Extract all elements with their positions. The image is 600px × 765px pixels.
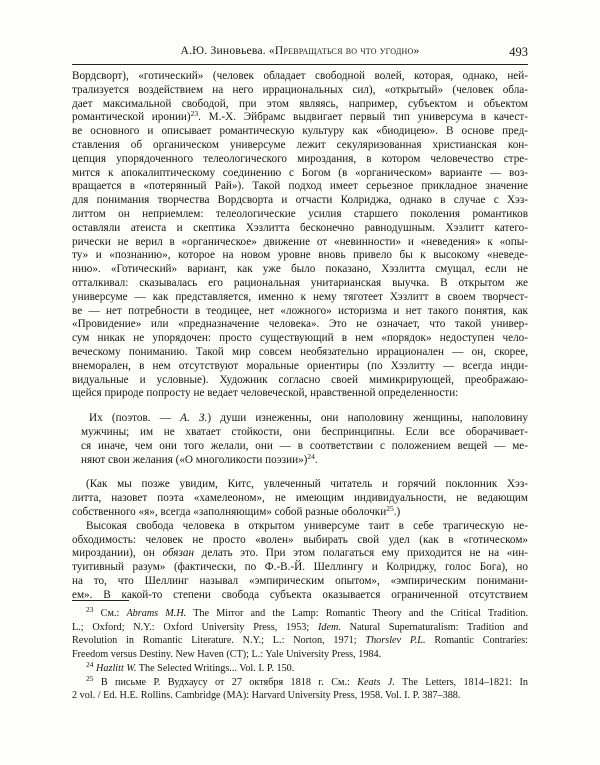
text-segment: цепция упорядоченного телеологического мироздания, в котором человечество стре- (72, 152, 528, 165)
footnote-marker: 24 (86, 659, 94, 669)
text-segment: В письме Р. Вудхаусу от 27 октября 1818 г. См.: (93, 676, 358, 688)
page-header (72, 44, 528, 65)
text-segment: The Selected Writings... Vol. I. P. 150. (136, 662, 295, 674)
text-line (72, 249, 528, 263)
body-text (72, 70, 528, 602)
text-segment: для понимания творчества Вордсворта и отчасти Колриджа, однако в случае с Хэз- (72, 194, 528, 207)
text-segment: мужчины; им не хватает стойкости, они беспринципны. Если все оборачивает- (81, 425, 528, 438)
text-line (72, 503, 528, 520)
text-segment: ту» и «познанию», которое на новом уровне вновь привело бы к высокому «неведе- (72, 249, 528, 262)
text-segment: ве основного и описывает романтическую культуру как «биодицею». В основе пред- (72, 125, 528, 138)
text-line (81, 426, 528, 440)
text-line (72, 374, 528, 388)
text-segment: сум никак не упорядочен: просто существующий в нем «порядок» недоступен чело- (72, 332, 528, 345)
text-line (72, 318, 528, 332)
text-segment: на то, что Шеллинг называл «эмпирическим опытом», «эмпирическим понимани- (72, 574, 528, 587)
emphasis-text: А. З. (180, 412, 208, 425)
text-segment: Высокая свобода человека в открытом универсуме таит в себе трагическую не- (86, 519, 528, 532)
footnote-marker: 24 (307, 451, 315, 461)
text-segment: литта, назовет поэта «хамелеоном», не имеющим индивидуальности, не ведающим (72, 492, 528, 505)
text-segment: «Провидение» или «предназначение человека». Это не означает, что такой универ- (72, 318, 528, 331)
text-line (72, 194, 528, 208)
text-segment: отталкивал: сказывалась его рациональная унитарианская выучка. В открытом же (72, 276, 528, 289)
text-segment: ве — нет потребности в теодицее, нет «ложного» историзма и нет такого понятия, как (72, 304, 528, 317)
text-segment: мится к апокалиптическому соединению с Богом (в «органическом» варианте — воз- (72, 166, 528, 179)
text-line (72, 387, 528, 401)
text-segment: делать это. При этом полагаться ему приходится не на «ин- (194, 547, 528, 560)
emphasis-text: Keats J. (357, 676, 395, 688)
text-segment: веческому пониманию. Такой мир совсем необязательно иррационален — он, скорее, (72, 345, 528, 358)
text-line (72, 98, 528, 112)
text-segment: Romantic Contraries: (425, 635, 528, 647)
footnote-block (72, 600, 528, 703)
text-segment: (Как мы позже увидим, Китс, увлеченный читатель и горячий поклонник Хэз- (86, 478, 528, 491)
text-line (72, 125, 528, 139)
text-segment: ем». В какой-то степени свобода субъекта оказывается ограниченной отсутствием (72, 588, 528, 601)
text-line (81, 412, 528, 426)
text-segment: Их (поэтов. — (89, 412, 181, 425)
text-line (81, 451, 528, 468)
text-line (72, 534, 528, 548)
text-line (72, 139, 528, 153)
text-segment: собственного «я», всегда «заполняющим» собой разные оболочки (72, 505, 387, 518)
text-segment: рически не верил в «органическое» движение от «невинности» и «неведения» к «опы- (72, 235, 528, 248)
text-line (72, 659, 528, 676)
running-title-author: А.Ю. Зиновьева. (180, 44, 269, 57)
footnote-marker: 25 (386, 503, 394, 513)
blockquote-hazlitt (81, 412, 528, 467)
text-line (72, 621, 528, 635)
text-segment: вращается в «потерянный Рай»). Такой подход имеет серьезное прикладное значение (72, 180, 528, 193)
footnote-24 (72, 659, 528, 676)
text-segment: мироздании), он (72, 547, 163, 560)
text-line (72, 492, 528, 506)
text-segment: Revolution in Romantic Literature. N.Y.; L.: Norton, 1971; (72, 635, 366, 647)
text-line (72, 561, 528, 575)
footnotes (72, 607, 528, 703)
text-segment: универсуме — как представляется, именно к нему тяготеет Хэзлитт в своем творчест- (72, 290, 528, 303)
text-segment: туитивный разум» (фактически, по Ф.-В.-Й. Шеллингу и Колриджу, голос Бога), но (72, 561, 528, 574)
text-segment: Вордсворт), «готический» (человек обладает свободной волей, которая, однако, ней- (72, 70, 528, 82)
text-line (72, 167, 528, 181)
footnote-marker: 23 (190, 109, 199, 119)
text-line (72, 291, 528, 305)
text-line (72, 277, 528, 291)
text-segment: оставляли атеиста и скептика Хэзлитта бесконечно равнодушным. Хэзлитт катего- (72, 221, 528, 234)
running-title (72, 44, 528, 57)
text-line (72, 360, 528, 374)
text-segment: литтом он неприемлем: телеологические усилия старшего поколения романтиков (72, 207, 528, 220)
emphasis-text: Abrams M.H. (126, 608, 187, 619)
text-segment: L.; Oxford; N.Y.: Oxford University Press, 1953; (72, 621, 318, 633)
footnote-23 (72, 607, 528, 662)
text-line (81, 440, 528, 454)
text-segment: внеморален, в нем отсутствуют моральные ориентиры (по Хэзлитту — всегда инди- (72, 359, 528, 372)
text-line (72, 111, 528, 125)
text-segment: The Letters, 1814–1821: In (394, 676, 528, 688)
emphasis-text: Idem. (317, 621, 341, 633)
text-line (72, 648, 528, 662)
text-segment: трализуется воздействием на него иррациональных сил), «открытый» (человек обла- (72, 83, 528, 96)
text-segment: нию». «Готический» вариант, как уже было показано, Хэзлитта смущал, если не (72, 263, 528, 276)
paragraph-freedom (72, 520, 528, 603)
text-line (72, 153, 528, 167)
text-line (72, 575, 528, 589)
footnote-25 (72, 673, 528, 703)
text-segment: Freedom versus Destiny. New Haven (CT); L.: Yale University Press, 1984. (72, 649, 382, 661)
text-line (72, 208, 528, 222)
text-line (72, 689, 528, 703)
text-line (72, 332, 528, 346)
text-segment: ) души изнеженны, они наполовину женщины, наполовину (207, 412, 528, 425)
emphasis-text: Hazlitt W. (96, 662, 137, 674)
text-line (72, 520, 528, 534)
text-line (72, 547, 528, 561)
text-line (72, 346, 528, 360)
text-segment: щейся природе попросту не ведает человеческой, нравственной определенности: (72, 387, 459, 400)
text-line (72, 634, 528, 648)
text-segment: . (314, 453, 318, 466)
text-line (72, 478, 528, 492)
paragraph-universums (72, 70, 528, 401)
emphasis-text: Thorslev P.L. (365, 635, 426, 647)
text-line (72, 305, 528, 319)
emphasis-text: обязан (162, 547, 195, 560)
text-segment: .) (393, 505, 401, 518)
text-line (72, 180, 528, 194)
text-line (72, 607, 528, 621)
text-segment: The Mirror and the Lamp: Romantic Theory and the Critical Tradition. (186, 608, 528, 619)
text-segment: См.: (93, 608, 127, 619)
text-segment: 2 vol. / Ed. H.E. Rollins. Cambridge (MA): Harvard University Press, 1958. Vol. I. P. 387–388. (72, 690, 461, 702)
text-segment: дает максимальной свободой, при этом являясь, например, субъектом и объектом (72, 97, 528, 110)
text-segment: романтической иронии) (72, 111, 191, 124)
footnote-marker: 25 (86, 673, 94, 683)
paragraph-keats (72, 478, 528, 519)
text-line (72, 673, 528, 690)
text-line (72, 84, 528, 98)
text-segment: ставления об органическом универсуме лежит секуляризованная христианская кон- (72, 138, 528, 151)
text-segment: няют свои желания («О многоликости поэзии») (81, 453, 308, 466)
text-segment: ся иначе, чем они того желали, они — в соответствии с положением вещей — ме- (81, 439, 528, 452)
text-segment: . М.-Х. Эйбрамс выдвигает первый тип универсума в качест- (198, 111, 528, 124)
text-segment: Natural Supernaturalism: Tradition and (340, 621, 528, 633)
page-number: 493 (509, 45, 528, 59)
text-line (72, 70, 528, 84)
text-line (72, 236, 528, 250)
footnote-marker: 23 (86, 605, 94, 614)
text-line (72, 222, 528, 236)
footnote-separator (72, 600, 129, 601)
running-title-text: «Превращаться во что угодно» (268, 44, 420, 57)
text-line (72, 263, 528, 277)
text-segment: обходимость: человек не просто «волен» выбирать свой удел (как в «готическом» (72, 533, 528, 546)
text-segment: видуальные и условные). Художник согласно своей мимикрирующей, преображаю- (72, 373, 528, 386)
